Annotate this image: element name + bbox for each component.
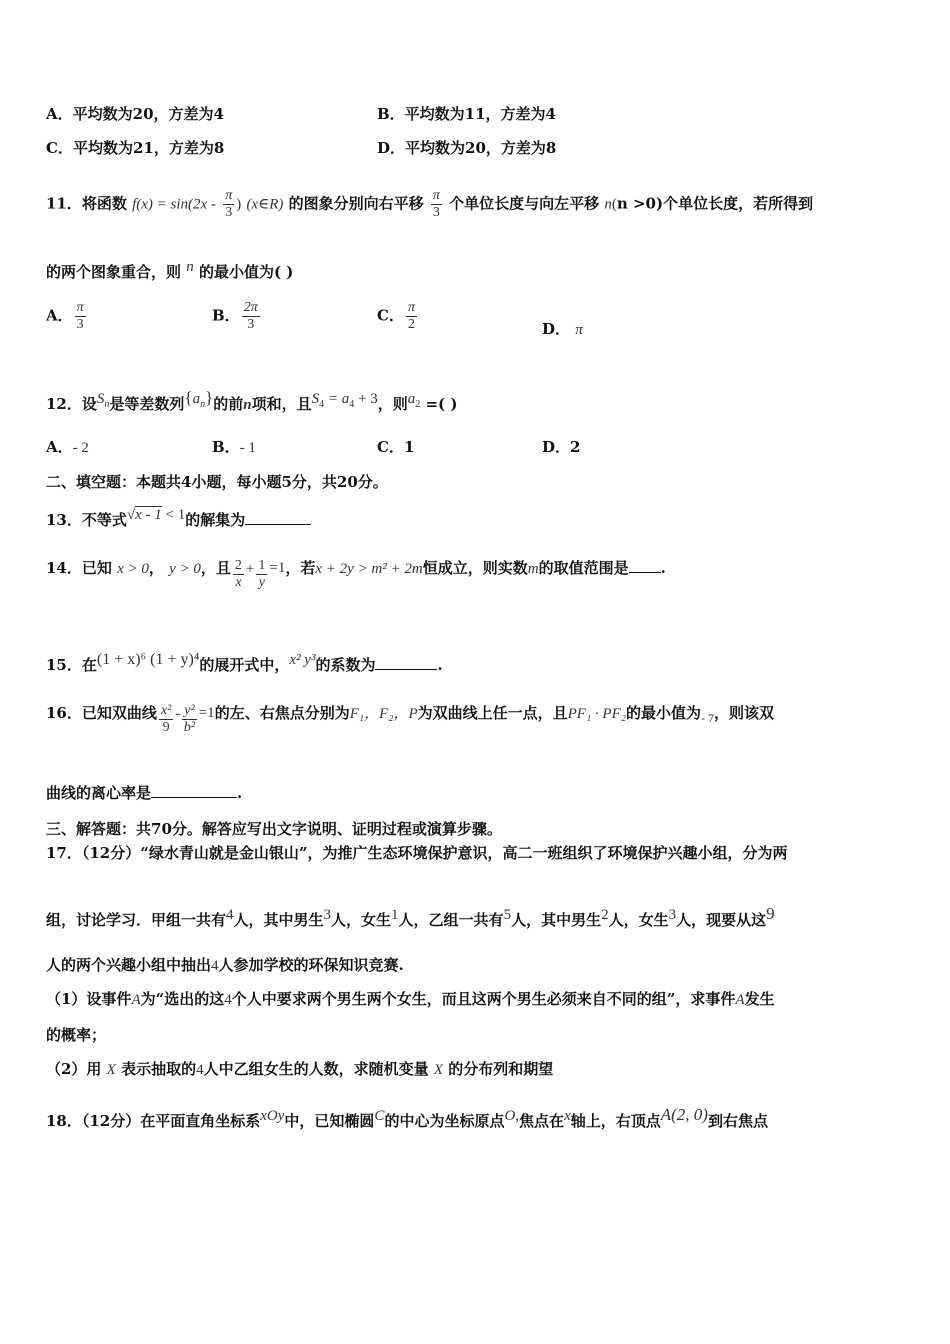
q11-shift-fraction: $\frac{\pi}{3}$ [432, 188, 440, 220]
q10-option-b: B．平均数为11，方差为4 [377, 105, 556, 123]
q11-line2b: 的最小值为( ) [198, 263, 294, 281]
q17-part2: （2）用 X 表示抽取的4人中乙组女生的人数，求随机变量 X 的分布列和期望 [46, 1060, 554, 1078]
q10-option-d: D．平均数为20，方差为8 [377, 139, 557, 157]
q11-text1: 的图象分别向右平移 [288, 194, 424, 213]
q12-option-a: A．- 2 [46, 438, 89, 456]
q13-line: 13．不等式√x - 1 < 1的解集为 [46, 505, 311, 530]
q18-line1: 18．（12分）在平面直角坐标系xOy中，已知椭圆C的中心为坐标原点O,焦点在x轴上，右顶点A(2, 0)到右焦点 [46, 1105, 768, 1130]
q11-option-d: D． π [542, 320, 583, 338]
q11-line2 [46, 257, 293, 282]
q11-number: 11．将函数 [46, 194, 127, 213]
q17-part1-cont: 的概率； [46, 1026, 107, 1044]
q12-option-d: D．2 [542, 438, 581, 456]
q12-line1: 12．设$S_n$是等差数列$\{a_n\}$的前n项和，且$S_4 = a_4 + 3$，则$a_2$ =( ) [46, 388, 458, 413]
q10-option-c: C．平均数为21，方差为8 [46, 139, 225, 157]
q11-pi-over-3: $\frac{\pi}{3}$ [225, 188, 233, 220]
q11-domain: (x∈R) [246, 196, 284, 213]
q11-option-b: B． $\frac{2\pi}{3}$ [212, 300, 258, 332]
q10-option-a: A．平均数为20，方差为4 [46, 105, 224, 123]
q17-part1: （1）设事件A为“选出的这4个人中要求两个男生两个女生，而且这两个男生必须来自不同的组”，求事件A发生 [46, 990, 775, 1008]
q11-n-var: n [186, 259, 194, 275]
q11-function: f(x) = sin(2x - [132, 196, 216, 213]
q17-line3: 人的两个兴趣小组中抽出4人参加学校的环保知识竞赛. [46, 956, 404, 974]
q12-option-c: C．1 [377, 438, 415, 456]
q16-line2: 曲线的离心率是 . [46, 784, 243, 802]
q11-text3: n >0)个单位长度，若所得到 [616, 194, 814, 213]
q12-text1: 是等差数列 [109, 395, 185, 413]
q12-option-b: B．- 1 [212, 438, 256, 456]
q11-line1: 11．将函数 f(x) = sin(2x - $\frac{\pi}{3}$ ) (x∈R) 的图象分别向右平移 $\frac{\pi}{3}$ 个单位长度与向左平移 n(n >0)个单位长度，若所得到 [46, 188, 814, 220]
q11-option-c: C． $\frac{\pi}{2}$ [377, 300, 415, 332]
q12-number: 12．设 [46, 395, 97, 413]
q15-line: 15．在(1 + x)⁶ (1 + y)⁴的展开式中，x² y³的系数为 . [46, 651, 443, 674]
section3-heading: 三、解答题：共70分。解答应写出文字说明、证明过程或演算步骤。 [46, 820, 502, 838]
q11-text2: 个单位长度与向左平移 [449, 194, 600, 213]
section2-heading: 二、填空题：本题共4小题，每小题5分，共20分。 [46, 473, 388, 491]
q14-line: 14．已知 x > 0， y > 0，且 $\frac{2}{x}$ + $\frac{1}{y}$ =1，若x + 2y > m² + 2m恒成立，则实数m的取值范围是 . [46, 558, 666, 590]
q11-option-a: A． $\frac{\pi}{3}$ [46, 300, 84, 332]
q16-line1: 16．已知双曲线 $\frac{\text{x²}}{9}$ - $\frac{\text{y²}}{\text{b²}}$ =1的左、右焦点分别为F₁，F₂，P为双曲线上任一点，且PF₁ · PF₂的最小值为$_{- 7}$，则该双 [46, 703, 775, 735]
q17-line1: 17．（12分）“绿水青山就是金山银山”，为推广生态环境保护意识，高二一班组织了环境保护兴趣小组，分为两 [46, 844, 788, 862]
q11-n: n [604, 196, 612, 213]
q11-line2a: 的两个图象重合，则 [46, 263, 182, 281]
q17-line2: 组，讨论学习．甲组一共有4人，其中男生3人，女生1人，乙组一共有5人，其中男生2人，女生3人，现要从这9 [46, 904, 775, 929]
